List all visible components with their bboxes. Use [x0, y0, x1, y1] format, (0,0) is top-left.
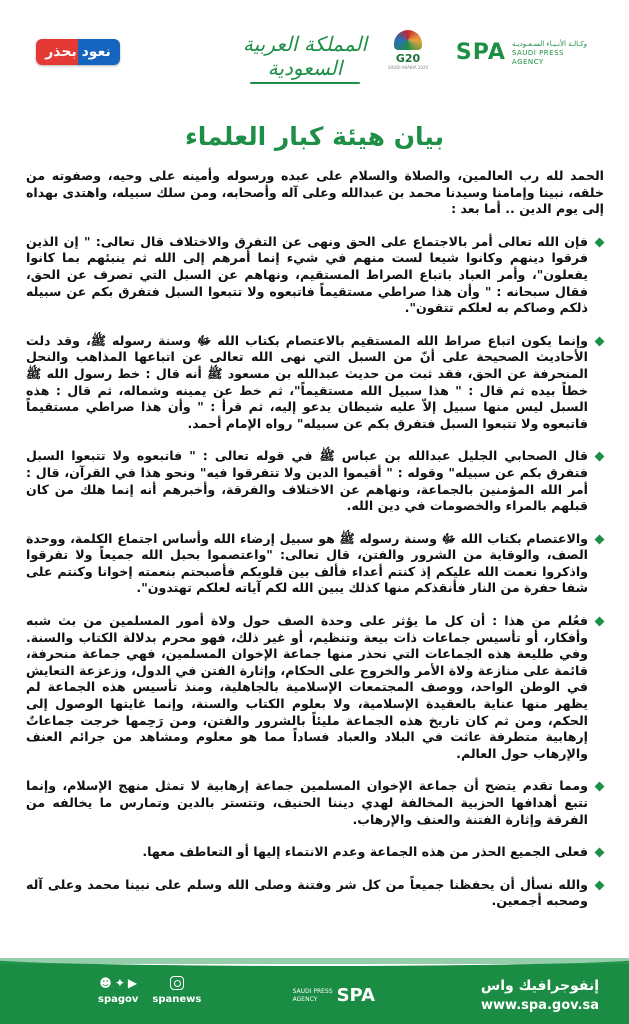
g20-label: G20 — [395, 52, 421, 65]
social-group-spanews — [152, 976, 201, 1016]
spa-logo-english-1: SAUDI PRESS — [511, 48, 564, 57]
footer-social — [98, 976, 228, 1016]
statement-body — [26, 168, 604, 926]
website-link[interactable]: www.spa.gov.sa — [481, 998, 599, 1013]
spa-logo-english-2: AGENCY — [511, 57, 544, 66]
infographic-label: إنفوجرافيك واس — [480, 978, 599, 994]
footer-spa-logo — [255, 976, 375, 1016]
campaign-badge: نعود بحذر — [36, 39, 120, 65]
footer-spa-english-1: SAUDI PRESS — [292, 988, 333, 995]
social-icons-instagram — [170, 976, 184, 992]
handle-spanews[interactable]: spanews — [152, 994, 202, 1005]
kingdom-calligraphy — [210, 32, 400, 80]
paragraph-bullet: والله نسأل أن يحفظنا جميعاً من كل شر وفتنة وصلى الله وسلم على نبينا محمد وعلى آله وصحبه أجمعين. — [26, 877, 604, 910]
youtube-icon[interactable]: ▶ — [127, 976, 138, 990]
paragraph-bullet: والاعتصام بكتاب الله ﷻ وسنة رسوله ﷺ هو سبيل إرضاء الله وأساس اجتماع الكلمة، ووحدة الصف، والوقاية من الشرور والفتن، قال تعالى: "واعتصموا بحبل الله جميعاً ولا تفرقوا واذكروا نعمت الله عليكم إذ كنتم أعداء فألف بين قلوبكم فأصبحتم بنعمته إخوانا وكنتم على شفا حفرة من النار فأنقذكم منها كذلك يبين الله لكم آياته لعلكم تهتدون". — [26, 531, 604, 597]
paragraph-bullet: فعُلم من هذا : أن كل ما يؤثر على وحدة الصف حول ولاة أمور المسلمين من بث شبه وأفكار، أو تأسيس جماعات ذات بيعة وتنظيم، أو غير ذلك، فهو محرم بدلالة الكتاب والسنة. وفي طليعة هذه الجماعات التي نحذر منها جماعة الإخوان المسلمين، فهي جماعة منحرفة، قائمة على منازعة ولاة الأمر والخروج على الحكام، وإثارة الفتن في الدول، وزعزعة التعايش في الوطن الواحد، ووصف المجتمعات الإسلامية بالجاهلية، ومنذ تأسيس هذه الجماعة لم يظهر منها عناية بالعقيدة الإسلامية، ولا بعلوم الكتاب والسنة، وإنما غايتها الوصول إلى الحكم، ومن ثم كان تاريخ هذه الجماعة مليئاً بالشرور والفتن، ومن رَحِمها خرجت جماعاتٌ إرهابية متطرفة عاثت في البلاد والعباد فساداً مما هو معلوم ومشاهد من جرائم العنف والإرهاب حول العالم. — [26, 613, 604, 762]
social-group-spagov — [98, 976, 138, 1016]
paragraph-bullet: فإن الله تعالى أمر بالاجتماع على الحق ونهى عن التفرق والاختلاف قال تعالى: " إن الذين فرقوا دينهم وكانوا شيعا لست منهم في شيء إنما أمرهم إلى الله ثم ينبئهم بما كانوا يفعلون"، وأمر العباد باتباع الصراط المستقيم، ونهاهم عن السبل التي تصرف عن الحق، فقال سبحانه : " وأن هذا صراطي مستقيماً فاتبعوه ولا تتبعوا السبل فتفرق بكم عن سبيله ذلكم وصاكم به لعلكم تتقون". — [26, 234, 604, 317]
spa-logo-text — [512, 40, 587, 67]
paragraph-bullet: ومما تقدم يتضح أن جماعة الإخوان المسلمين جماعة إرهابية لا تمثل منهج الإسلام، وإنما تتبع أهدافها الحزبية المخالفة لهدي ديننا الحنيف، وتتستر بالدين وتمارس ما يخالفه من الفرقة وإثارة الفتنة والعنف والإرهاب. — [26, 778, 604, 828]
kingdom-text: المملكة العربية السعودية — [242, 32, 368, 80]
footer-credits — [459, 978, 599, 1013]
spa-logo — [437, 28, 587, 78]
footer — [0, 956, 629, 1024]
paragraph-bullet: وإنما يكون اتباع صراط الله المستقيم بالاعتصام بكتاب الله ﷻ وسنة رسوله ﷺ، وقد دلت الأحاديث الصحيحة على أنّ من السبل التي نهى الله تعالى عن اتباعها المذاهب والنحل المنحرفة عن الحق، فقد ثبت من حديث عبدالله بن مسعود ﷺ أنه قال : خط رسول الله ﷺ خطاً بيده ثم قال : " هذا سبيل الله مستقيماً"، ثم خط عن يمينه وشماله، ثم قال : هذه السبل ليس منها سبيل إلاّ عليه شيطان يدعو إليه، ثم قرأ : " وأن هذا صراطي مستقيماً فاتبعوه ولا تتبعوا السبل فتفرق بكم عن سبيله" رواه الإمام أحمد. — [26, 333, 604, 433]
spa-logo-mark — [456, 42, 506, 64]
paragraph-intro: الحمد لله رب العالمين، والصلاة والسلام على عبده ورسوله وأمينه على وحيه، وصفوته من خلقه، نبينا وإمامنا وسيدنا محمد بن عبدالله وعلى آله وأصحابه، ومن سلك سبيله، واهتدى بهداه إلى يوم الدين .. أما بعد : — [26, 168, 604, 217]
page-title: بيان هيئة كبار العلماء — [184, 122, 445, 151]
instagram-icon[interactable] — [170, 976, 184, 990]
footer-spa-text — [293, 988, 333, 1004]
snapchat-icon[interactable]: ☻ — [99, 976, 112, 990]
kingdom-flourish — [250, 82, 360, 84]
footer-spa-english-2: AGENCY — [292, 996, 318, 1003]
social-icons — [99, 976, 137, 992]
twitter-icon[interactable]: ✦ — [114, 976, 125, 990]
spa-logo-mark-text: SPA — [455, 40, 506, 65]
g20-sub: SAUDI ARABIA 2020 — [388, 65, 429, 70]
header — [0, 0, 629, 92]
spa-logo-arabic: وكـالـة الأنـبـاء السـعـوديـة — [511, 39, 587, 48]
paragraph-bullet: قال الصحابي الجليل عبدالله بن عباس ﷺ في قوله تعالى : " فاتبعوه ولا تتبعوا السبل فتفرق بكم عن سبيله" وقوله : " أقيموا الدين ولا تتفرقوا فيه" ونحو هذا في القرآن، قال : أمر الله المؤمنين بالجماعة، ونهاهم عن الاختلاف والفرقة، وأخبرهم أنه إنما هلك من كان قبلهم بالمراء والخصومات في دين الله. — [26, 448, 604, 514]
footer-spa-mark: SPA — [336, 985, 375, 1006]
paragraph-bullet: فعلى الجميع الحذر من هذه الجماعة وعدم الانتماء إليها أو التعاطف معها. — [26, 844, 604, 861]
footer-wave-accent — [0, 958, 629, 964]
handle-spagov[interactable]: spagov — [98, 994, 139, 1005]
